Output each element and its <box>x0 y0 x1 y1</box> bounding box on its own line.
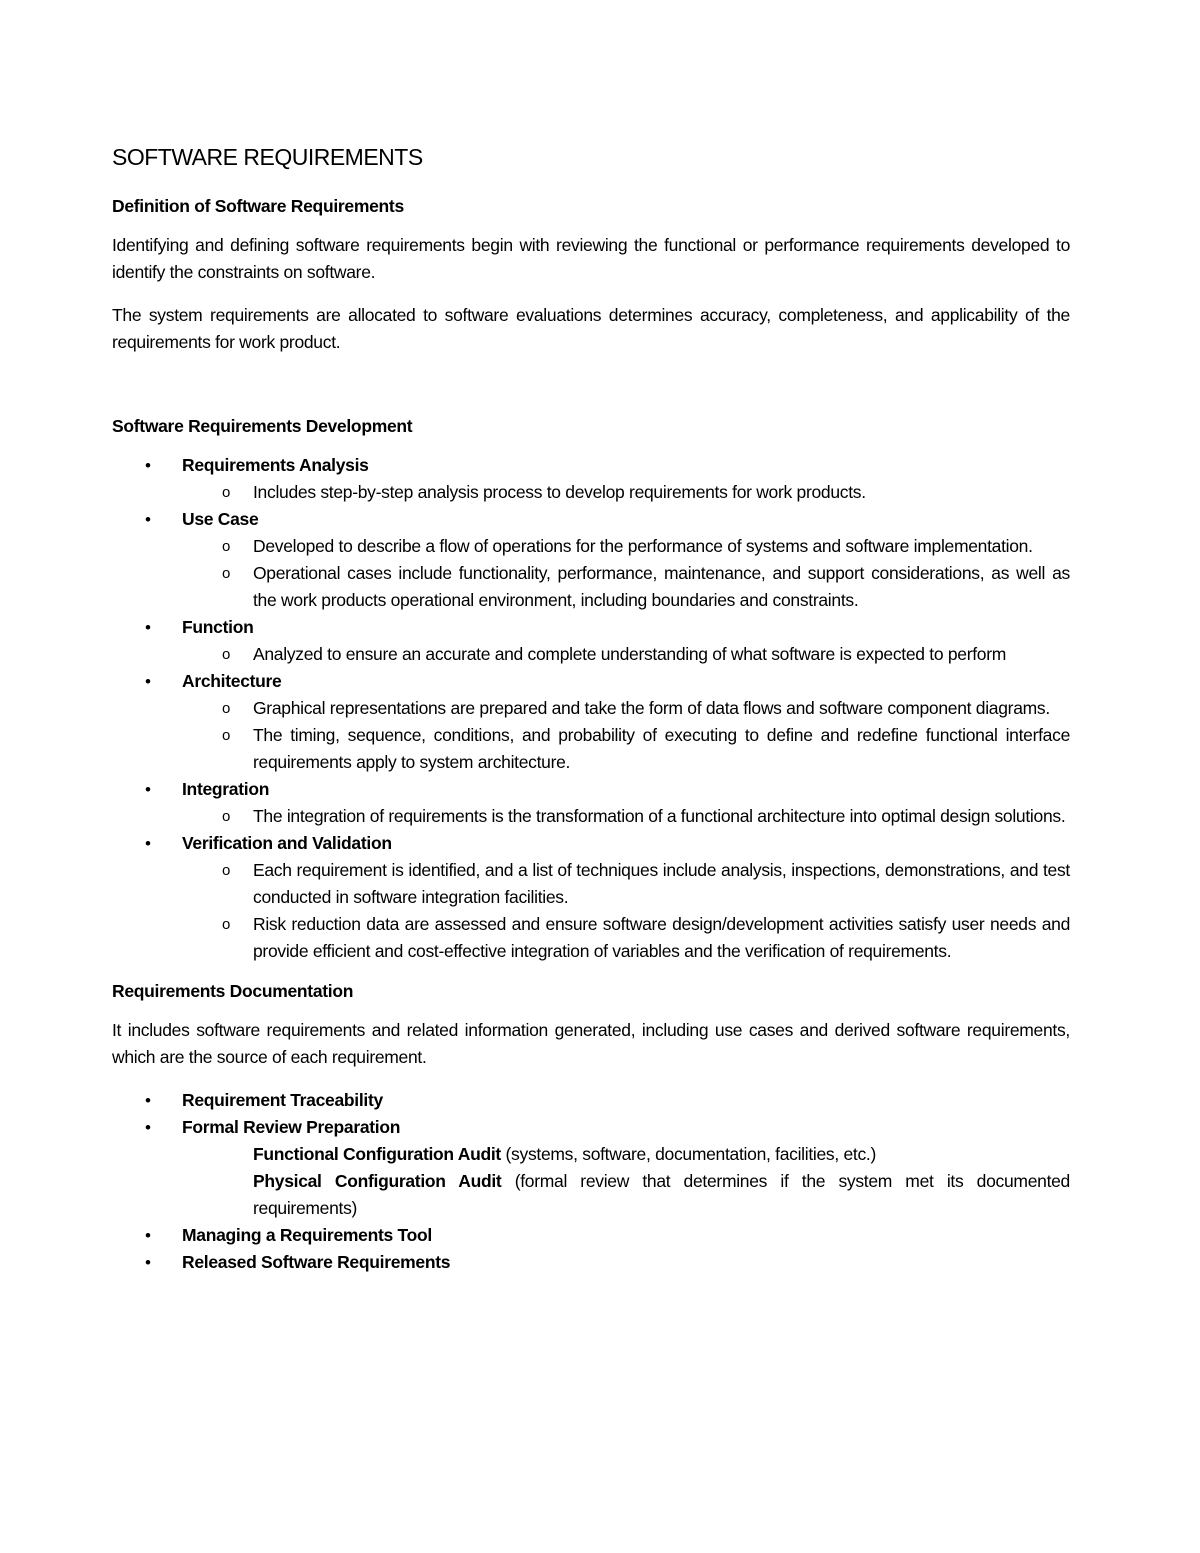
sub-item-text: Each requirement is identified, and a list of techniques include analysis, inspections, demonstrations, and test conducted in software integration facilities. <box>253 860 1070 907</box>
list-item-label: Architecture <box>182 671 282 691</box>
bullet-icon: • <box>145 510 151 529</box>
audit-physical <box>182 1168 1070 1222</box>
sub-list-item <box>182 857 1070 911</box>
development-heading: Software Requirements Development <box>112 416 413 436</box>
bullet-icon: • <box>145 1253 151 1272</box>
sub-item-text: Developed to describe a flow of operations for the performance of systems and software implementation. <box>253 536 1033 556</box>
sub-list-item <box>182 803 1070 830</box>
sub-list <box>182 695 1070 776</box>
circle-bullet-icon: o <box>222 700 231 717</box>
sub-item-text: Risk reduction data are assessed and ensure software design/development activities satisfy user needs and provide efficient and cost-effective integration of variables and the verification of requirements. <box>253 914 1070 961</box>
sub-list-item <box>182 533 1070 560</box>
list-item-released-software-requirements <box>112 1249 1070 1276</box>
bullet-icon: • <box>145 1226 151 1245</box>
list-item-architecture <box>112 668 1070 776</box>
definition-paragraph-2: The system requirements are allocated to software evaluations determines accuracy, completeness, and applicability of the requirements for work product. <box>112 305 1070 352</box>
circle-bullet-icon: o <box>222 565 231 582</box>
circle-bullet-icon: o <box>222 646 231 663</box>
documentation-paragraph: It includes software requirements and related information generated, including use cases and derived software requirements, which are the source of each requirement. <box>112 1020 1070 1067</box>
sub-list <box>182 803 1070 830</box>
spacer <box>112 372 1070 414</box>
circle-bullet-icon: o <box>222 862 231 879</box>
sub-list-item <box>182 911 1070 965</box>
bullet-icon: • <box>145 834 151 853</box>
sub-list-item <box>182 722 1070 776</box>
bullet-icon: • <box>145 672 151 691</box>
sub-item-text: Analyzed to ensure an accurate and complete understanding of what software is expected to perform <box>253 644 1007 664</box>
bullet-icon: • <box>145 618 151 637</box>
definition-heading: Definition of Software Requirements <box>112 196 404 216</box>
bullet-icon: • <box>145 1091 151 1110</box>
development-list <box>112 452 1070 965</box>
audit-functional <box>182 1141 1070 1168</box>
documentation-list <box>112 1087 1070 1276</box>
audit-description: (systems, software, documentation, facilities, etc.) <box>500 1144 877 1164</box>
list-item-label: Function <box>182 617 254 637</box>
list-item-label: Verification and Validation <box>182 833 392 853</box>
circle-bullet-icon: o <box>222 808 231 825</box>
sub-item-text: Operational cases include functionality, performance, maintenance, and support considerations, as well as the work products operational environment, including boundaries and constraints. <box>253 563 1070 610</box>
list-item-formal-review-preparation <box>112 1114 1070 1222</box>
audit-description: (formal review that determines if the system met its documented requirements) <box>253 1171 1070 1218</box>
audit-name: Functional Configuration Audit <box>253 1144 501 1164</box>
sub-list-item <box>182 479 1070 506</box>
list-item-use-case <box>112 506 1070 614</box>
bullet-icon: • <box>145 456 151 475</box>
sub-item-text: Includes step-by-step analysis process to develop requirements for work products. <box>253 482 866 502</box>
list-item-label: Released Software Requirements <box>182 1252 451 1272</box>
sub-list-item <box>182 560 1070 614</box>
circle-bullet-icon: o <box>222 916 231 933</box>
list-item-label: Managing a Requirements Tool <box>182 1225 432 1245</box>
sub-item-text: The timing, sequence, conditions, and probability of executing to define and redefine functional interface requirements apply to system architecture. <box>253 725 1070 772</box>
list-item-label: Requirement Traceability <box>182 1090 383 1110</box>
sub-list <box>182 533 1070 614</box>
circle-bullet-icon: o <box>222 538 231 555</box>
sub-list-item <box>182 695 1070 722</box>
bullet-icon: • <box>145 1118 151 1137</box>
list-item-label: Integration <box>182 779 270 799</box>
list-item-integration <box>112 776 1070 830</box>
list-item-verification-validation <box>112 830 1070 965</box>
sub-list-item <box>182 641 1070 668</box>
list-item-requirements-analysis <box>112 452 1070 506</box>
sub-list <box>182 641 1070 668</box>
definition-paragraph-1: Identifying and defining software requirements begin with reviewing the functional or performance requirements developed to identify the constraints on software. <box>112 235 1070 282</box>
document-title: SOFTWARE REQUIREMENTS <box>112 144 423 170</box>
sub-item-text: Graphical representations are prepared and take the form of data flows and software component diagrams. <box>253 698 1050 718</box>
list-item-label: Requirements Analysis <box>182 455 369 475</box>
list-item-label: Formal Review Preparation <box>182 1117 401 1137</box>
list-item-managing-requirements-tool <box>112 1222 1070 1249</box>
spacer <box>112 965 1070 979</box>
circle-bullet-icon: o <box>222 484 231 501</box>
sub-list <box>182 857 1070 965</box>
circle-bullet-icon: o <box>222 727 231 744</box>
list-item-function <box>112 614 1070 668</box>
sub-list <box>182 479 1070 506</box>
documentation-heading: Requirements Documentation <box>112 981 354 1001</box>
list-item-label: Use Case <box>182 509 259 529</box>
list-item-requirement-traceability <box>112 1087 1070 1114</box>
audit-name: Physical Configuration Audit <box>253 1171 502 1191</box>
sub-item-text: The integration of requirements is the transformation of a functional architecture into optimal design solutions. <box>253 806 1066 826</box>
bullet-icon: • <box>145 780 151 799</box>
